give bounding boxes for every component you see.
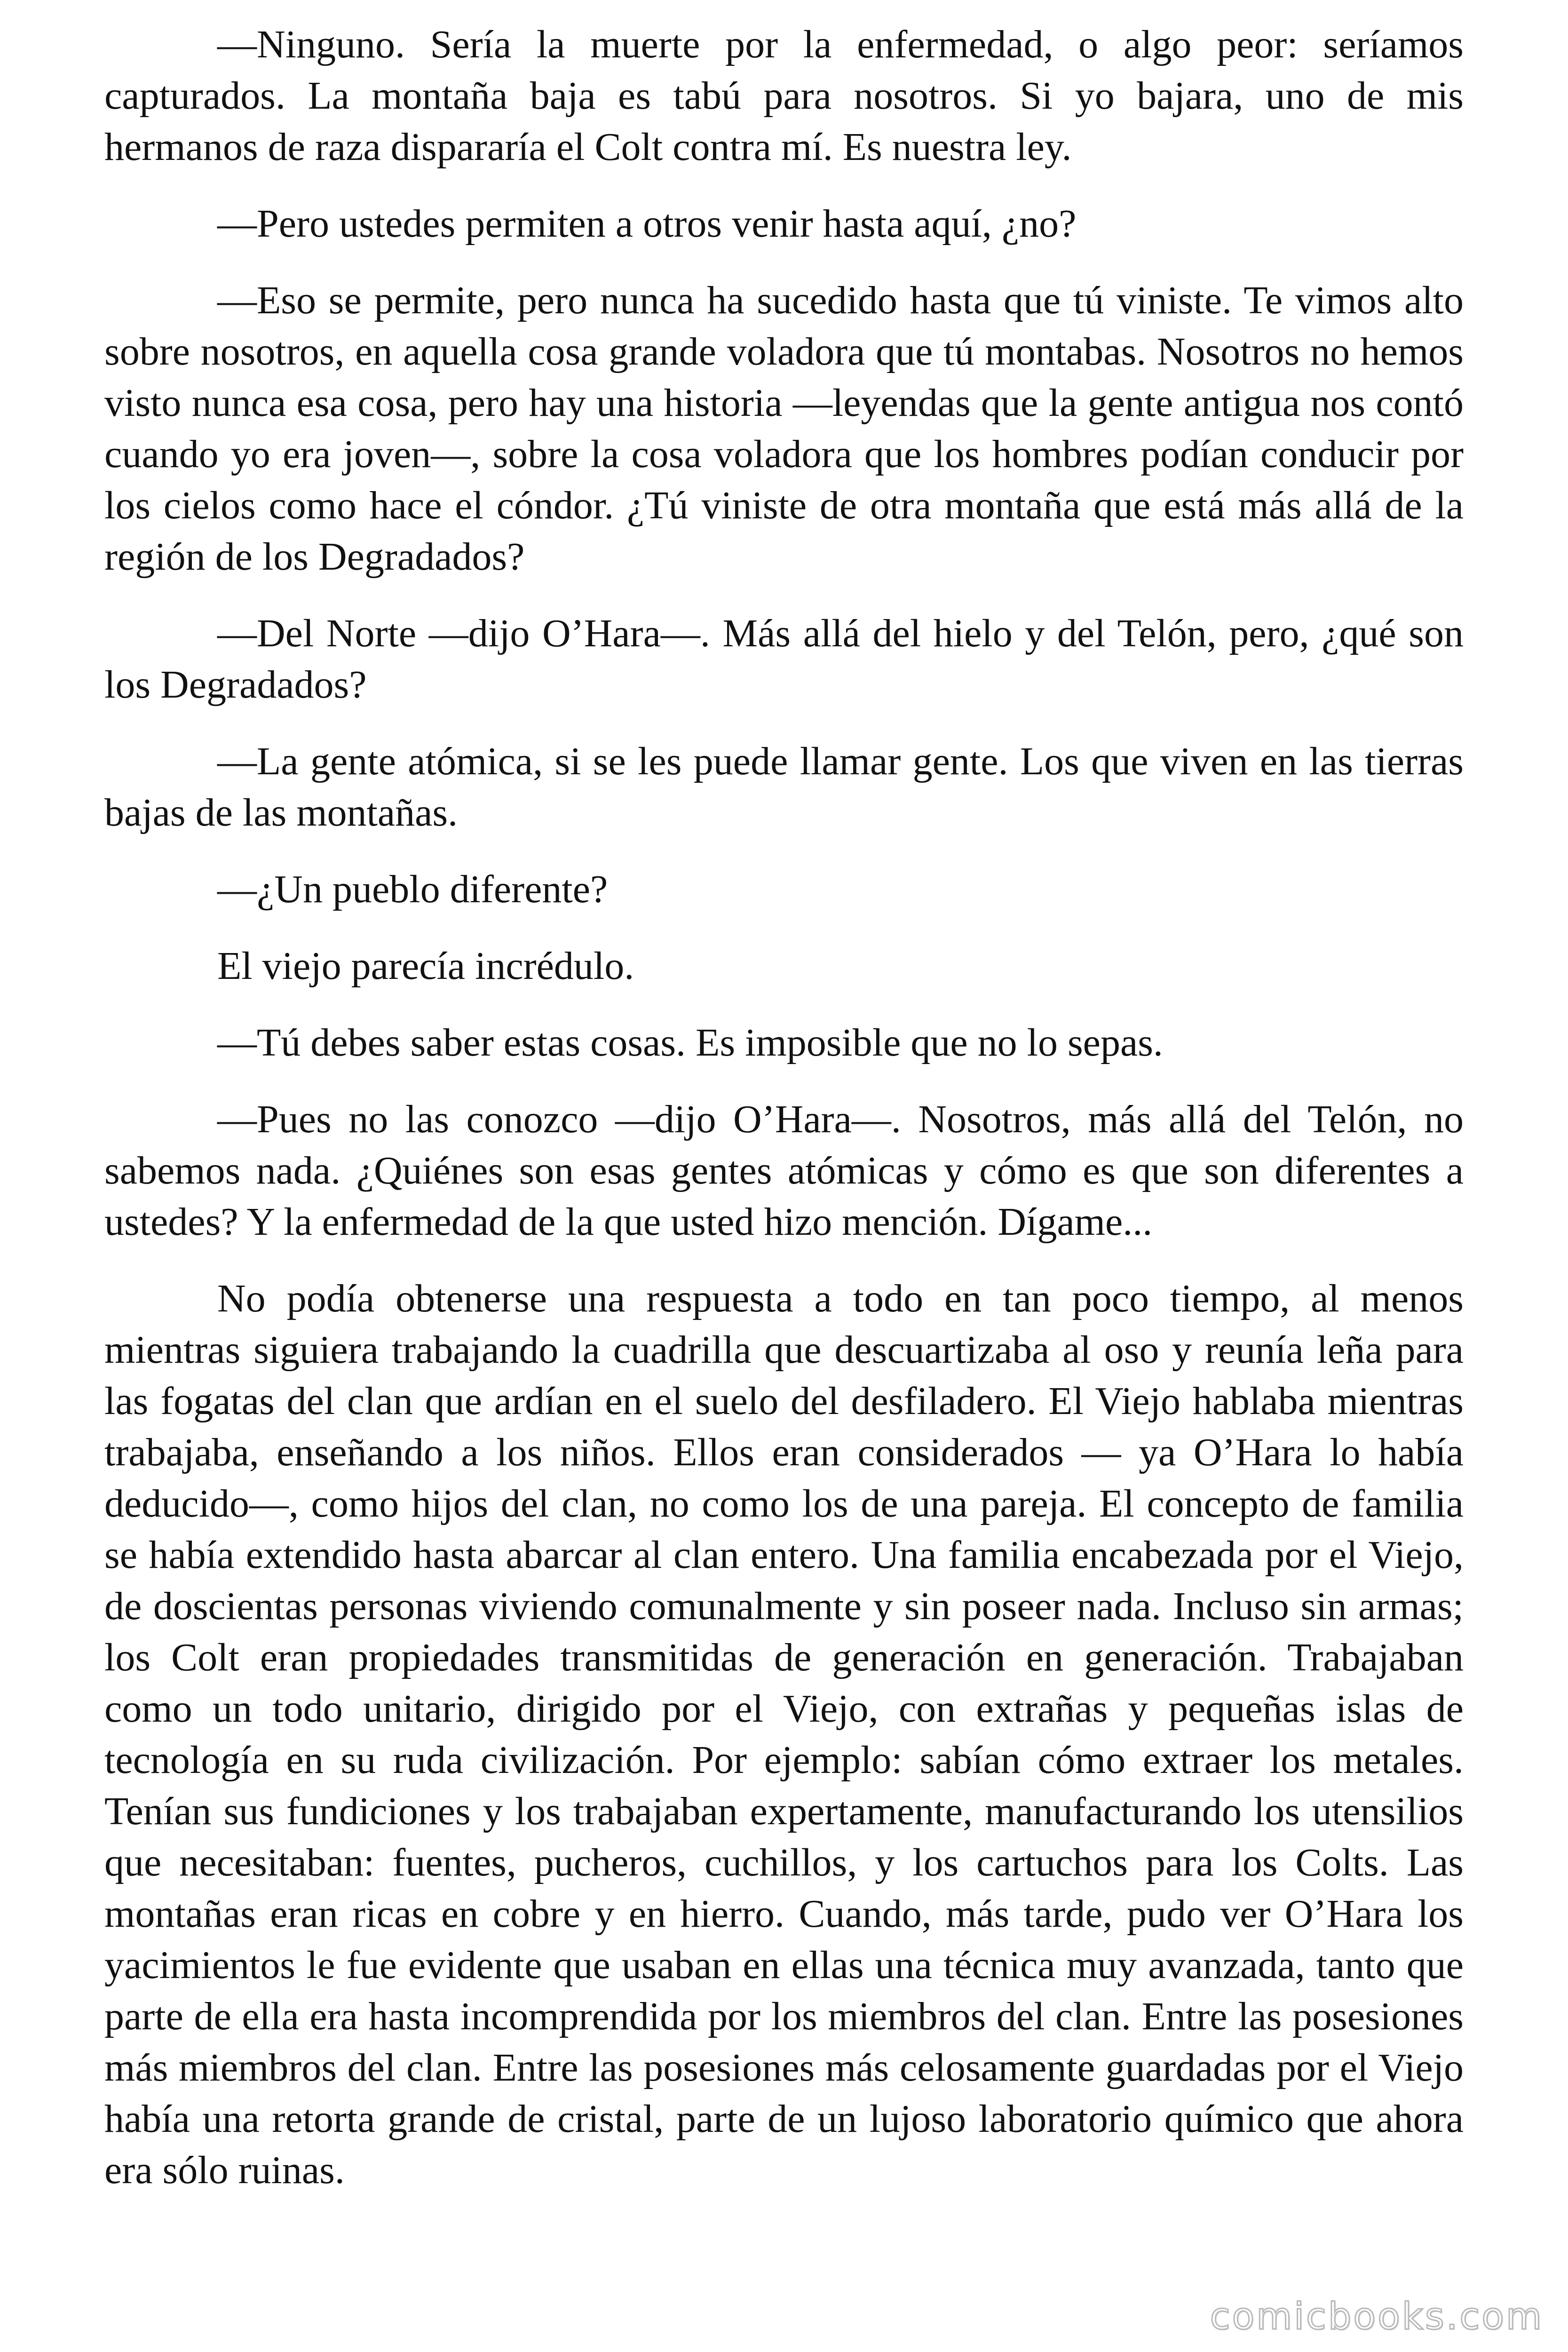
paragraph-5: —La gente atómica, si se les puede llamar gente. Los que viven en las tierras bajas de las montañas. bbox=[104, 739, 1464, 834]
paragraph-4: —Del Norte —dijo O’Hara—. Más allá del hielo y del Telón, pero, ¿qué son los Degradados? bbox=[104, 612, 1464, 707]
paragraph-2: —Pero ustedes permiten a otros venir hasta aquí, ¿no? bbox=[217, 202, 1077, 246]
watermark-logo: comicbooks.com bbox=[1210, 2296, 1544, 2338]
paragraph-9: —Pues no las conozco —dijo O’Hara—. Nosotros, más allá del Telón, no sabemos nada. ¿Quiénes son esas gentes atómicas y cómo es que son diferentes a ustedes? Y la enfermedad de la que usted hizo mención. Dígame... bbox=[104, 1097, 1464, 1244]
paragraph-6: —¿Un pueblo diferente? bbox=[217, 867, 608, 911]
paragraph-3: —Eso se permite, pero nunca ha sucedido hasta que tú viniste. Te vimos alto sobre nosotros, en aquella cosa grande voladora que tú montabas. Nosotros no hemos visto nunca esa cosa, pero hay una historia —leyendas que la gente antigua nos contó cuando yo era joven—, sobre la cosa voladora que los hombres podían conducir por los cielos como hace el cóndor. ¿Tú viniste de otra montaña que está más allá de la región de los Degradados? bbox=[104, 278, 1464, 579]
book-page bbox=[104, 19, 1464, 2324]
paragraph-8: —Tú debes saber estas cosas. Es imposible que no lo sepas. bbox=[217, 1021, 1163, 1065]
paragraph-10: No podía obtenerse una respuesta a todo en tan poco tiempo, al menos mientras siguiera trabajando la cuadrilla que descuartizaba al oso y reunía leña para las fogatas del clan que ardían en el suelo del desfiladero. El Viejo hablaba mientras trabajaba, enseñando a los niños. Ellos eran considerados — ya O’Hara lo había deducido—, como hijos del clan, no como los de una pareja. El concepto de familia se había extendido hasta abarcar al clan entero. Una familia encabezada por el Viejo, de doscientas personas viviendo comunalmente y sin poseer nada. Incluso sin armas; los Colt eran propiedades transmitidas de generación en generación. Trabajaban como un todo unitario, dirigido por el Viejo, con extrañas y pequeñas islas de tecnología en su ruda civilización. Por ejemplo: sabían cómo extraer los metales. Tenían sus fundiciones y los trabajaban expertamente, manufacturando los utensilios que necesitaban: fuentes, pucheros, cuchillos, y los cartuchos para los Colts. Las montañas eran ricas en cobre y en hierro. Cuando, más tarde, pudo ver O’Hara los yacimientos le fue evidente que usaban en ellas una técnica muy avanzada, tanto que parte de ella era hasta incomprendida por los miembros del clan. Entre las posesiones más miembros del clan. Entre las posesiones más celosamente guardadas por el Viejo había una retorta grande de cristal, parte de un lujoso laboratorio químico que ahora era sólo ruinas. bbox=[104, 1277, 1464, 2192]
paragraph-1: —Ninguno. Sería la muerte por la enfermedad, o algo peor: seríamos capturados. La montaña baja es tabú para nosotros. Si yo bajara, uno de mis hermanos de raza dispararía el Colt contra mí. Es nuestra ley. bbox=[104, 23, 1464, 169]
paragraph-7: El viejo parecía incrédulo. bbox=[217, 944, 634, 988]
